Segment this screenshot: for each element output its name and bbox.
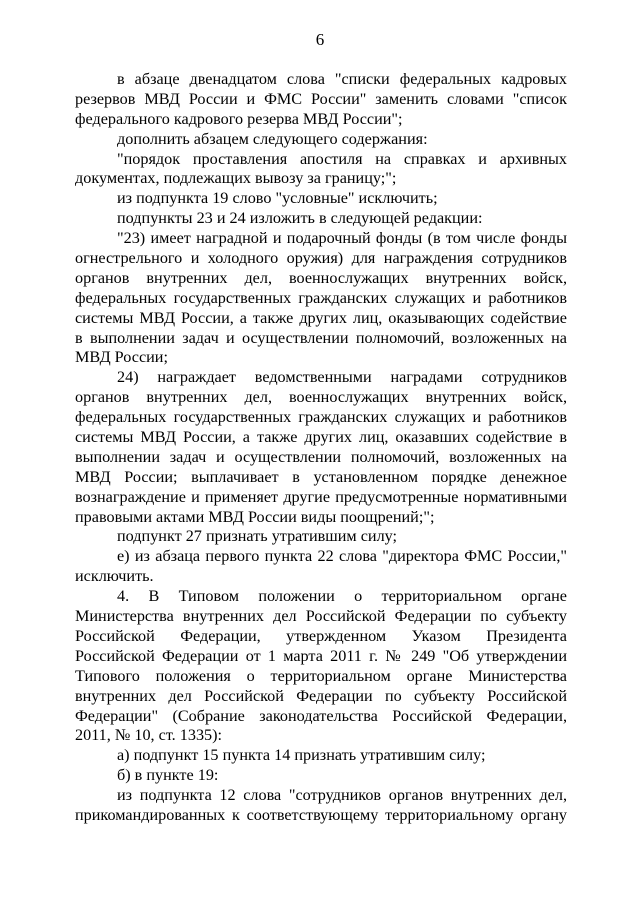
text-line: внутренних дел Российской Федерации по субъекту Российской <box>75 686 567 705</box>
text-line: вознаграждение и применяет другие предусмотренные нормативными <box>75 487 567 506</box>
text-line: органов внутренних дел, военнослужащих внутренних войск, <box>75 268 567 287</box>
text-line: системы МВД России, а также других лиц, оказывающих содействие <box>75 308 567 327</box>
text-line: е) из абзаца первого пункта 22 слова "директора ФМС России," <box>117 547 567 566</box>
page-number: 6 <box>315 30 325 49</box>
text-line: 4. В Типовом положении о территориальном органе <box>117 587 567 606</box>
document-body <box>75 70 567 826</box>
text-line: дополнить абзацем следующего содержания: <box>117 129 428 148</box>
text-line: резервов МВД России и ФМС России" заменить словами "список <box>75 89 567 108</box>
text-line: Российской Федерации, утвержденном Указом Президента <box>75 626 567 645</box>
text-line: МВД России; <box>75 348 168 367</box>
text-line: федерального кадрового резерва МВД России"; <box>75 109 403 128</box>
text-line: правовыми актами МВД России виды поощрений;"; <box>75 507 435 526</box>
text-line: МВД России; выплачивает в установленном порядке денежное <box>75 467 567 486</box>
text-line: федеральных государственных гражданских служащих и работников <box>75 408 567 427</box>
text-line: Министерства внутренних дел Российской Федерации по субъекту <box>75 607 567 626</box>
text-line: документах, подлежащих вывозу за границу;"; <box>75 169 397 188</box>
text-line: "порядок проставления апостиля на справках и архивных <box>117 149 567 168</box>
text-line: Российской Федерации от 1 марта 2011 г. № 249 "Об утверждении <box>75 646 567 665</box>
text-line: "23) имеет наградной и подарочный фонды (в том числе фонды <box>117 229 567 248</box>
text-line: 24) награждает ведомственными наградами сотрудников <box>117 368 567 387</box>
text-line: выполнении задач и осуществлении полномочий, возложенных на <box>75 447 567 466</box>
text-line: в выполнении задач и осуществлении полномочий, возложенных на <box>75 328 567 347</box>
text-line: прикомандированных к соответствующему территориальному органу <box>75 805 567 824</box>
text-line: системы МВД России, а также других лиц, оказавших содействие в <box>75 428 567 447</box>
text-line: федеральных государственных гражданских служащих и работников <box>75 288 567 307</box>
text-line: б) в пункте 19: <box>117 766 219 785</box>
text-line: подпункты 23 и 24 изложить в следующей редакции: <box>117 209 483 228</box>
text-line: из подпункта 12 слова "сотрудников органов внутренних дел, <box>117 786 567 805</box>
text-line: Типового положения о территориальном органе Министерства <box>75 666 567 685</box>
text-line: подпункт 27 признать утратившим силу; <box>117 527 398 546</box>
text-line: из подпункта 19 слово "условные" исключить; <box>117 189 438 208</box>
text-line: а) подпункт 15 пункта 14 признать утратившим силу; <box>117 746 486 765</box>
text-line: в абзаце двенадцатом слова "списки федеральных кадровых <box>117 70 567 88</box>
text-line: исключить. <box>75 567 154 586</box>
text-line: Федерации" (Собрание законодательства Российской Федерации, <box>75 706 567 725</box>
text-line: 2011, № 10, ст. 1335): <box>75 726 223 745</box>
text-line: органов внутренних дел, военнослужащих внутренних войск, <box>75 388 567 407</box>
text-line: огнестрельного и холодного оружия) для награждения сотрудников <box>75 249 567 268</box>
